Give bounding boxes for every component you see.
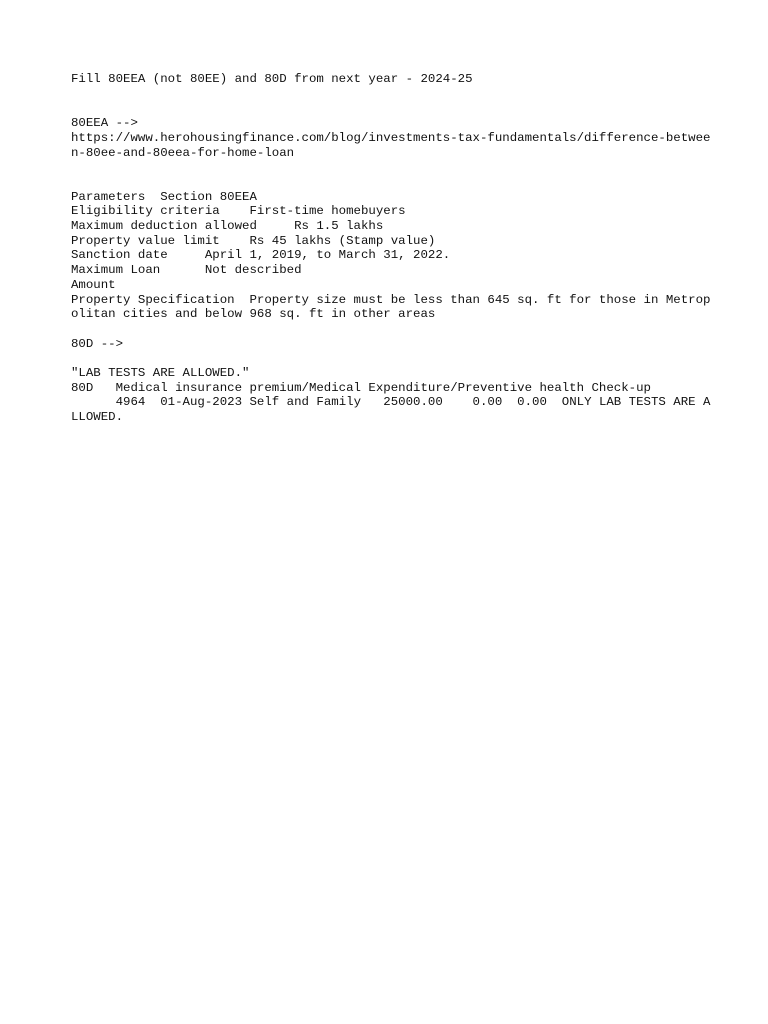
section-80eea-heading: 80EEA --> [71, 116, 138, 131]
table-row-eligibility: Eligibility criteria First-time homebuyers [71, 204, 406, 219]
section-80d-heading: 80D --> [71, 336, 124, 351]
table-row-property-value: Property value limit Rs 45 lakhs (Stamp value) [71, 233, 436, 248]
80d-row-detail: 4964 01-Aug-2023 Self and Family 25000.00 0.00 0.00 ONLY LAB TESTS ARE ALLOWED. [71, 395, 711, 425]
table-row-property-specification: Property Specification Property size must be less than 645 sq. ft for those in Metropolitan cities and below 968 sq. ft in other areas [71, 292, 711, 322]
reference-link[interactable]: https://www.herohousingfinance.com/blog/investments-tax-fundamentals/difference-between-80ee-and-80eea-for-home-loan [71, 130, 711, 160]
table-row-max-loan: Maximum Loan Not described [71, 263, 302, 278]
table-row-amount: Amount [71, 277, 116, 292]
table-row-parameters: Parameters Section 80EEA [71, 189, 257, 204]
table-row-sanction-date: Sanction date April 1, 2019, to March 31, 2022. [71, 248, 451, 263]
document-page [71, 72, 711, 425]
table-row-max-deduction: Maximum deduction allowed Rs 1.5 lakhs [71, 219, 384, 233]
80d-row-header: 80D Medical insurance premium/Medical Expenditure/Preventive health Check-up [71, 380, 651, 395]
lab-tests-quote: "LAB TESTS ARE ALLOWED." [71, 366, 250, 380]
instruction-line: Fill 80EEA (not 80EE) and 80D from next year - 2024-25 [71, 72, 473, 86]
